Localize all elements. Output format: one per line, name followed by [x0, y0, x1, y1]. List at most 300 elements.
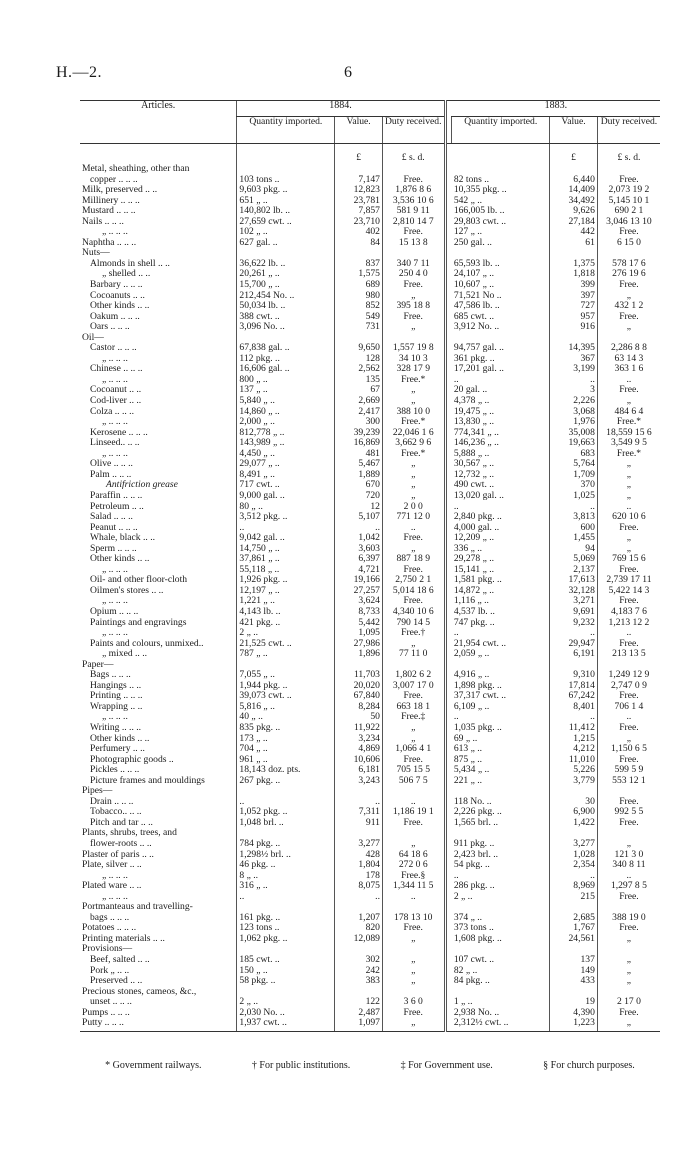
cell-duty-1884: 388 10 0 — [382, 407, 445, 418]
cell-article: Cocoanut .. .. — [90, 385, 142, 396]
cell-value-1884: 39,239 — [335, 428, 383, 439]
cell-value-1883: 957 — [550, 312, 598, 323]
cell-quantity-1884: 2,030 No. .. — [237, 1008, 335, 1019]
cell-quantity-1883: 21,954 cwt. .. — [453, 638, 507, 649]
cell-value-1884: 128 — [335, 354, 383, 365]
cell-article: Other kinds .. .. — [90, 733, 150, 744]
table-row — [80, 850, 660, 861]
cell-value-1884: 23,781 — [335, 196, 383, 207]
cell-value-1883: 3 — [550, 385, 598, 396]
cell-quantity-1884: 20,261 „ .. — [237, 269, 335, 280]
cell-value-1883: 1,223 — [550, 1018, 598, 1031]
cell-quantity-1884 — [237, 248, 335, 259]
cell-duty-1883: 2,747 0 9 — [597, 681, 660, 692]
cell-quantity-1884: 3,512 pkg. .. — [237, 512, 335, 523]
table-row — [80, 343, 660, 354]
cell-quantity-1883: .. — [453, 374, 459, 385]
cell-quantity-1883: 107 cwt. .. — [453, 955, 495, 966]
cell-duty-1884: „ — [382, 480, 445, 491]
cell-duty-1884: 1,876 8 6 — [382, 185, 445, 196]
table-row — [80, 554, 660, 565]
cell-quantity-1884: 1,221 „ .. — [237, 596, 335, 607]
cell-duty-1883: 5,422 14 3 — [597, 586, 660, 597]
cell-quantity-1884: 2 „ .. — [237, 628, 335, 639]
cell-value-1884: 242 — [335, 966, 383, 977]
cell-value-1883: 2,354 — [550, 860, 598, 871]
cell-quantity-1884: 704 „ .. — [237, 744, 335, 755]
table-row — [80, 755, 660, 766]
cell-value-1884: 3,234 — [335, 734, 383, 745]
table-row — [80, 259, 660, 270]
cell-value-1883 — [550, 248, 598, 259]
cell-value-1884: .. — [335, 797, 383, 808]
cell-quantity-1883: 1,608 pkg. .. — [453, 933, 502, 944]
cell-value-1883: .. — [550, 871, 598, 882]
cell-duty-1884: „ — [382, 491, 445, 502]
cell-article: Hangings .. .. — [90, 680, 142, 691]
cell-value-1884: 16,869 — [335, 438, 383, 449]
cell-duty-1884: 663 18 1 — [382, 702, 445, 713]
cell-quantity-1884: 40 „ .. — [237, 712, 335, 723]
cell-value-1883: 5,226 — [550, 765, 598, 776]
cell-article: „ .. .. .. — [102, 417, 128, 428]
table-row — [80, 797, 660, 808]
cell-quantity-1883: .. — [453, 628, 459, 639]
cell-quantity-1884: 421 pkg. .. — [237, 618, 335, 629]
cell-duty-1883: „ — [597, 966, 660, 977]
cell-duty-1883: 1,213 12 2 — [597, 618, 660, 629]
cell-quantity-1884: 1,062 pkg. .. — [237, 934, 335, 945]
cell-article: „ shelled .. .. — [102, 269, 151, 280]
cell-value-1883: 149 — [550, 966, 598, 977]
cell-article: bags .. .. .. — [90, 912, 130, 923]
cell-article: Castor .. .. .. — [90, 343, 137, 354]
cell-value-1884: 731 — [335, 322, 383, 333]
cell-value-1883: 1,215 — [550, 734, 598, 745]
unit-duty-1884: £ s. d. — [382, 144, 445, 165]
table-row — [80, 586, 660, 597]
cell-duty-1884: Free.† — [382, 628, 445, 639]
cell-duty-1884: 4,340 10 6 — [382, 607, 445, 618]
cell-quantity-1884: 80 „ .. — [237, 502, 335, 513]
table-row — [80, 776, 660, 787]
cell-article: Kerosene .. .. .. — [90, 427, 148, 438]
table-row — [80, 807, 660, 818]
cell-value-1884 — [335, 164, 383, 175]
cell-article: Plants, shrubs, trees, and — [82, 828, 177, 839]
cell-quantity-1883: 4,537 lb. .. — [453, 606, 495, 617]
cell-duty-1883: 484 6 4 — [597, 407, 660, 418]
table-row — [80, 480, 660, 491]
cell-duty-1883: 620 10 6 — [597, 512, 660, 523]
cell-quantity-1883: 286 pkg. .. — [453, 881, 495, 892]
cell-duty-1883: Free. — [597, 691, 660, 702]
cell-value-1884: 12 — [335, 502, 383, 513]
cell-quantity-1883 — [452, 987, 550, 998]
table-row — [80, 681, 660, 692]
table-row — [80, 744, 660, 755]
cell-value-1884: 8,733 — [335, 607, 383, 618]
cell-duty-1884: Free. — [382, 755, 445, 766]
cell-duty-1883: 1,297 8 5 — [597, 881, 660, 892]
cell-duty-1884: Free. — [382, 312, 445, 323]
cell-value-1883: 11,010 — [550, 755, 598, 766]
table-row — [80, 860, 660, 871]
cell-value-1883: 6,900 — [550, 807, 598, 818]
cell-quantity-1884 — [237, 333, 335, 344]
cell-value-1883: .. — [550, 628, 598, 639]
cell-article: „ .. .. .. — [102, 448, 128, 459]
cell-quantity-1884: 651 „ .. — [237, 196, 335, 207]
cell-duty-1883: „ — [597, 470, 660, 481]
cell-quantity-1884: 16,606 gal. .. — [237, 364, 335, 375]
cell-duty-1883: 63 14 3 — [597, 354, 660, 365]
cell-value-1884: 67,840 — [335, 691, 383, 702]
cell-value-1884: 1,095 — [335, 628, 383, 639]
cell-quantity-1884: .. — [237, 523, 335, 534]
cell-quantity-1883 — [452, 333, 550, 344]
cell-value-1883: 4,212 — [550, 744, 598, 755]
cell-quantity-1883: 875 „ .. — [453, 754, 483, 765]
cell-quantity-1884: 161 pkg. .. — [237, 913, 335, 924]
cell-quantity-1884: .. — [237, 797, 335, 808]
cell-duty-1884: „ — [382, 723, 445, 734]
cell-duty-1884: 15 13 8 — [382, 238, 445, 249]
table-row — [80, 976, 660, 987]
year-1884-header: 1884. — [237, 101, 445, 117]
table-row — [80, 818, 660, 829]
cell-duty-1884: 34 10 3 — [382, 354, 445, 365]
cell-quantity-1884: 1,048 brl. .. — [237, 818, 335, 829]
cell-value-1883 — [550, 786, 598, 797]
cell-quantity-1884: 12,197 „ .. — [237, 586, 335, 597]
cell-quantity-1883 — [452, 660, 550, 671]
cell-duty-1883: 276 19 6 — [597, 269, 660, 280]
table-row — [80, 238, 660, 249]
cell-value-1884: 178 — [335, 871, 383, 882]
cell-value-1884: 23,710 — [335, 217, 383, 228]
cell-value-1884 — [335, 248, 383, 259]
table-row — [80, 839, 660, 850]
cell-value-1884: 820 — [335, 923, 383, 934]
unit-value-1884: £ — [335, 144, 383, 165]
cell-duty-1883: 2,739 17 11 — [597, 575, 660, 586]
cell-duty-1883: 5,145 10 1 — [597, 196, 660, 207]
table-row — [80, 354, 660, 365]
table-row — [80, 491, 660, 502]
cell-duty-1884: Free. — [382, 175, 445, 186]
cell-value-1884: 1,097 — [335, 1018, 383, 1031]
cell-quantity-1883: 65,593 lb. .. — [453, 258, 500, 269]
cell-article: Peanut .. .. .. — [90, 522, 138, 533]
cell-article: Perfumery .. .. — [90, 744, 145, 755]
cell-value-1883: 1,375 — [550, 259, 598, 270]
cell-quantity-1884: 15,700 „ .. — [237, 280, 335, 291]
cell-quantity-1883: 14,872 „ .. — [453, 585, 495, 596]
cell-article: Barbary .. .. .. — [90, 280, 143, 291]
cell-value-1884: 84 — [335, 238, 383, 249]
cell-duty-1883: Free. — [597, 565, 660, 576]
cell-duty-1883: 4,183 7 6 — [597, 607, 660, 618]
cell-duty-1884: 1,557 19 8 — [382, 343, 445, 354]
cell-value-1883: 17,613 — [550, 575, 598, 586]
unit-value-1883: £ — [550, 144, 598, 165]
cell-article: Milk, preserved .. .. — [82, 185, 158, 196]
table-row — [80, 828, 660, 839]
cell-quantity-1883: 373 tons .. — [453, 923, 494, 934]
cell-quantity-1884: 961 „ .. — [237, 755, 335, 766]
cell-quantity-1883: .. — [453, 712, 459, 723]
cell-article: Bags .. .. .. — [90, 670, 131, 681]
cell-duty-1883: Free. — [597, 596, 660, 607]
cell-value-1883: 67,242 — [550, 691, 598, 702]
cell-value-1883: 8,401 — [550, 702, 598, 713]
cell-duty-1884: „ — [382, 322, 445, 333]
cell-value-1883: 35,008 — [550, 428, 598, 439]
cell-article: Pickles .. .. .. — [90, 765, 140, 776]
cell-quantity-1883: 12,209 „ .. — [453, 533, 495, 544]
cell-quantity-1884: 36,622 lb. .. — [237, 259, 335, 270]
cell-quantity-1884: 46 pkg. .. — [237, 860, 335, 871]
cell-article: Preserved .. .. — [90, 976, 143, 987]
cell-duty-1884: 2,810 14 7 — [382, 217, 445, 228]
table-row — [80, 649, 660, 660]
cell-duty-1884: Free.* — [382, 449, 445, 460]
cell-article: „ .. .. .. — [102, 891, 128, 902]
cell-value-1884: 8,075 — [335, 881, 383, 892]
cell-duty-1883: 2 17 0 — [597, 997, 660, 1008]
cell-article: „ .. .. .. — [102, 596, 128, 607]
cell-quantity-1884 — [237, 786, 335, 797]
cell-quantity-1884: 37,861 „ .. — [237, 554, 335, 565]
cell-value-1884: 2,562 — [335, 364, 383, 375]
cell-article: Oil— — [82, 332, 104, 343]
table-row — [80, 765, 660, 776]
cell-value-1883 — [550, 902, 598, 913]
cell-quantity-1883: 1,565 brl. .. — [453, 817, 499, 828]
cell-article: copper .. .. .. — [90, 174, 138, 185]
cell-value-1883: 19 — [550, 997, 598, 1008]
table-row — [80, 902, 660, 913]
table-row — [80, 164, 660, 175]
cell-value-1884: 300 — [335, 417, 383, 428]
table-row — [80, 185, 660, 196]
cell-value-1884: 12,823 — [335, 185, 383, 196]
cell-value-1884: 2,417 — [335, 407, 383, 418]
cell-quantity-1884: 8 „ .. — [237, 871, 335, 882]
cell-duty-1883: 553 12 1 — [597, 776, 660, 787]
cell-quantity-1883: .. — [453, 870, 459, 881]
cell-value-1883: 1,818 — [550, 269, 598, 280]
cell-duty-1884 — [382, 786, 445, 797]
cell-duty-1883 — [597, 164, 660, 175]
cell-value-1884: 20,020 — [335, 681, 383, 692]
cell-duty-1884: 1,186 19 1 — [382, 807, 445, 818]
cell-value-1883: 433 — [550, 976, 598, 987]
cell-article: Antifriction grease — [106, 480, 178, 491]
footnote-public-institutions: † For public institutions. — [251, 1060, 351, 1071]
table-row — [80, 206, 660, 217]
cell-duty-1883 — [597, 333, 660, 344]
cell-article: „ .. .. .. — [102, 712, 128, 723]
cell-value-1884: 27,257 — [335, 586, 383, 597]
imports-table — [80, 100, 660, 1032]
cell-duty-1884: 64 18 6 — [382, 850, 445, 861]
cell-value-1883: .. — [550, 712, 598, 723]
cell-article: „ .. .. .. — [102, 564, 128, 575]
cell-duty-1883 — [597, 248, 660, 259]
cell-value-1883 — [550, 828, 598, 839]
cell-article: Plate, silver .. .. — [82, 860, 142, 871]
cell-value-1883: 442 — [550, 227, 598, 238]
cell-value-1884: 852 — [335, 301, 383, 312]
cell-quantity-1883: 94,757 gal. .. — [453, 343, 504, 354]
cell-duty-1884: Free. — [382, 1008, 445, 1019]
cell-duty-1883: Free.* — [597, 449, 660, 460]
cell-value-1884: 1,575 — [335, 269, 383, 280]
document-reference: H.—2. — [56, 64, 103, 81]
cell-duty-1883 — [597, 660, 660, 671]
duty-header-1883: Duty received. — [597, 117, 660, 144]
cell-duty-1883: Free. — [597, 523, 660, 534]
cell-value-1884: 6,181 — [335, 765, 383, 776]
cell-value-1884: 19,166 — [335, 575, 383, 586]
cell-duty-1884: Free.* — [382, 417, 445, 428]
cell-article: Metal, sheathing, other than — [82, 164, 190, 174]
cell-article: Chinese .. .. .. — [90, 364, 143, 375]
cell-quantity-1883: 4,000 gal. .. — [453, 522, 500, 533]
cell-value-1883: 137 — [550, 955, 598, 966]
table-row — [80, 396, 660, 407]
cell-quantity-1883: 2,059 „ .. — [453, 649, 490, 660]
cell-value-1884 — [335, 333, 383, 344]
cell-duty-1884: „ — [382, 470, 445, 481]
cell-article: Pumps .. .. .. — [82, 1007, 130, 1018]
cell-duty-1884: 790 14 5 — [382, 618, 445, 629]
cell-quantity-1884: .. — [237, 892, 335, 903]
cell-value-1883: 1,976 — [550, 417, 598, 428]
cell-quantity-1883: 166,005 lb. .. — [453, 206, 505, 217]
cell-value-1883: 2,226 — [550, 396, 598, 407]
cell-duty-1883: 213 13 5 — [597, 649, 660, 660]
cell-article: Potatoes .. .. .. — [82, 923, 137, 934]
cell-value-1883 — [550, 987, 598, 998]
cell-duty-1883: Free. — [597, 385, 660, 396]
cell-quantity-1884: 50,034 lb. .. — [237, 301, 335, 312]
cell-article: Almonds in shell .. .. — [90, 258, 170, 269]
cell-value-1883: 19,663 — [550, 438, 598, 449]
cell-quantity-1884: 58 pkg. .. — [237, 976, 335, 987]
cell-quantity-1883 — [452, 944, 550, 955]
cell-quantity-1883: 774,341 „ .. — [453, 427, 499, 438]
cell-quantity-1884: 55,118 „ .. — [237, 565, 335, 576]
footnotes — [80, 1060, 660, 1071]
cell-value-1884: 8,284 — [335, 702, 383, 713]
cell-value-1883: 2,137 — [550, 565, 598, 576]
cell-value-1883: 9,310 — [550, 670, 598, 681]
cell-quantity-1884: 9,603 pkg. .. — [237, 185, 335, 196]
cell-quantity-1883: 542 „ .. — [453, 195, 483, 206]
table-row — [80, 734, 660, 745]
cell-quantity-1883: 2,840 pkg. .. — [453, 512, 502, 523]
cell-value-1884: 3,277 — [335, 839, 383, 850]
cell-quantity-1883: 10,607 „ .. — [453, 280, 495, 291]
cell-duty-1883: 6 15 0 — [597, 238, 660, 249]
table-row — [80, 459, 660, 470]
cell-value-1883: 1,028 — [550, 850, 598, 861]
cell-quantity-1883: 69 „ .. — [453, 733, 478, 744]
cell-quantity-1883 — [452, 902, 550, 913]
cell-quantity-1883 — [452, 828, 550, 839]
cell-value-1884: 5,467 — [335, 459, 383, 470]
cell-value-1883: 3,271 — [550, 596, 598, 607]
cell-article: „ .. .. .. — [102, 227, 128, 238]
table-row — [80, 364, 660, 375]
cell-duty-1883: Free. — [597, 892, 660, 903]
table-row — [80, 502, 660, 513]
cell-quantity-1884: 150 „ .. — [237, 966, 335, 977]
footnote-church-purposes: § For church purposes. — [543, 1060, 635, 1071]
cell-value-1884: 67 — [335, 385, 383, 396]
cell-duty-1884: 1,802 6 2 — [382, 670, 445, 681]
cell-quantity-1883: 374 „ .. — [453, 912, 483, 923]
cell-article: Tobacco.. .. .. — [90, 807, 142, 818]
cell-value-1884 — [335, 987, 383, 998]
cell-value-1883 — [550, 660, 598, 671]
table-row — [80, 449, 660, 460]
cell-duty-1883: .. — [597, 628, 660, 639]
cell-duty-1884: 250 4 0 — [382, 269, 445, 280]
cell-duty-1884: 272 0 6 — [382, 860, 445, 871]
cell-article: unset .. .. .. — [90, 997, 132, 1008]
cell-duty-1883: „ — [597, 291, 660, 302]
cell-article: flower-roots .. .. — [90, 839, 152, 849]
table-row — [80, 269, 660, 280]
cell-duty-1884: 581 9 11 — [382, 206, 445, 217]
table-row — [80, 702, 660, 713]
cell-article: Beef, salted .. .. — [90, 955, 150, 966]
cell-quantity-1883: 37,317 cwt. .. — [453, 691, 507, 702]
table-row — [80, 312, 660, 323]
cell-value-1883: 600 — [550, 523, 598, 534]
cell-duty-1883: Free. — [597, 818, 660, 829]
cell-quantity-1883: 20 gal. .. — [453, 385, 488, 396]
cell-value-1884: 7,311 — [335, 807, 383, 818]
cell-quantity-1884 — [237, 660, 335, 671]
cell-duty-1884: 3,536 10 6 — [382, 196, 445, 207]
cell-duty-1884 — [382, 987, 445, 998]
cell-duty-1883: .. — [597, 712, 660, 723]
cell-duty-1884: 1,066 4 1 — [382, 744, 445, 755]
table-row — [80, 596, 660, 607]
table-row — [80, 966, 660, 977]
cell-duty-1884: „ — [382, 976, 445, 987]
units-row — [80, 144, 660, 165]
cell-article: Pipes— — [82, 786, 113, 797]
cell-article: Photographic goods .. — [90, 754, 174, 765]
table-row — [80, 934, 660, 945]
cell-quantity-1883: 29,278 „ .. — [453, 554, 495, 565]
cell-duty-1883: 363 1 6 — [597, 364, 660, 375]
cell-value-1883: 11,412 — [550, 723, 598, 734]
table-row — [80, 997, 660, 1008]
cell-article: Salad .. .. .. — [90, 512, 133, 523]
cell-article: Drain .. .. .. — [90, 796, 134, 807]
table-row — [80, 723, 660, 734]
cell-article: Linseed.. .. .. — [90, 438, 140, 449]
cell-quantity-1884 — [237, 944, 335, 955]
table-row — [80, 871, 660, 882]
